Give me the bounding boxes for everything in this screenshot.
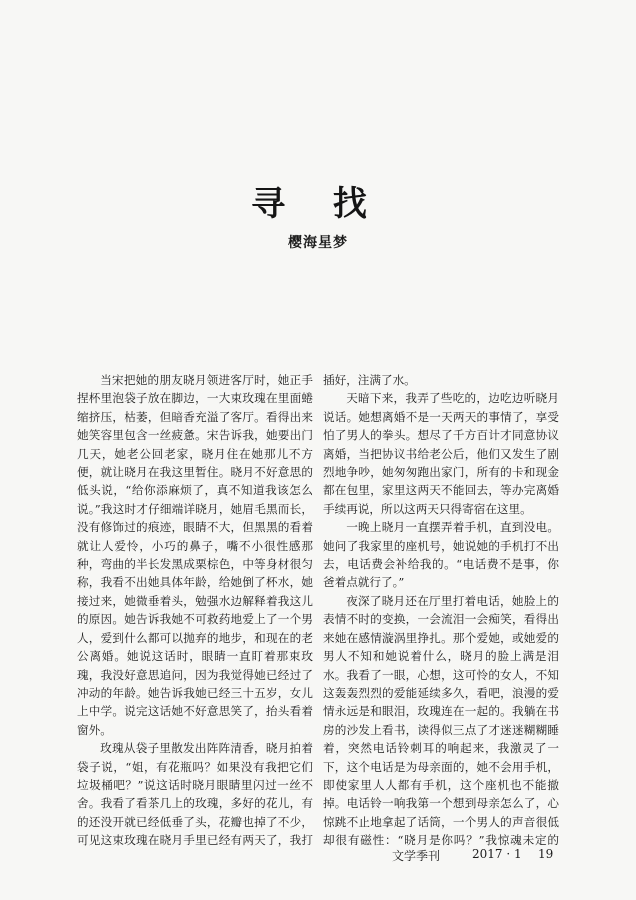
page-number: 19 xyxy=(538,847,554,861)
paragraph: 夜深了晓月还在厅里打着电话，她脸上的表情不时的变换，一会流泪一会痴笑，看得出来她在感情漩涡里挣扎。那个爱她，或她爱的男人不知和她说着什么，晓月的脸上满是泪水。我看了一眼，心想，这可怜的女人，不知这轰轰烈烈的爱能延续多久，看吧，浪漫的爱情永远是和眼泪，玫瑰连在一起的。我躺在书房的沙发上看书，读得似三点了才迷迷糊糊睡着，突然电话铃刺耳的响起来，我激灵了一下，这个电话是为母亲面的，她不会用手机，即使家里人人都有手机，这个座机也不能撤掉。电话铃一响我第一个想到母亲怎么了，心惊跳不止地拿起了话筒，一个男人的声音很低却很有磁性：“晓月是你吗？”我惊魂未定的 xyxy=(323,593,559,848)
magazine-name: 文学季刊 xyxy=(392,849,441,863)
left-column xyxy=(77,371,313,851)
paragraph: 一晚上晓月一直摆弄着手机，直到没电。她问了我家里的座机号，她说她的手机打不出去，电话费会补给我的。“电话费不是事，你爸着点就行了。” xyxy=(323,520,559,590)
paragraph: 天暗下来，我弄了些吃的，边吃边听晓月说话。她想离婚不是一天两天的事情了，享受怕了男人的拳头。想尽了千方百计才同意协议离婚，当把协议书给老公后，他们又发生了剧烈地争吵，她匆匆跑出家门，所有的卡和现金都在包里，家里这两天不能回去，等办完离婚手续再说，所以这两天只得寄宿在这里。 xyxy=(323,391,559,516)
article-title: 寻 找 xyxy=(251,184,385,224)
paragraph: 插好，注满了水。 xyxy=(323,373,416,387)
issue-label: 2017 · 1 xyxy=(472,847,522,861)
page-footer xyxy=(392,847,562,867)
article-author: 樱海星梦 xyxy=(288,235,348,251)
paragraph: 玫瑰从袋子里散发出阵阵清香，晓月拍着袋子说，“姐，有花瓶吗？如果没有我把它们垃圾桶吧？”说这话时晓月眼睛里闪过一丝不舍。我看了看茶几上的玫瑰，多好的花儿，有的还没开就已经低垂了头，花瓣也掉了不少，可见这束玫瑰在晓月手里已经有两天了，我打 xyxy=(77,741,313,848)
right-column xyxy=(323,371,559,851)
paragraph: 当宋把她的朋友晓月领进客厅时，她正手捏杯里泡袋子放在脚边，一大束玫瑰在里面蜷缩挤压，枯萎，但暗香充溢了客厅。看得出来她笑容里包含一丝疲惫。宋告诉我，她要出门几天，她老公回老家，晓月住在她那儿不方便，就让晓月在我这里暂住。晓月不好意思的低头说，“给你添麻烦了，真不知道我该怎么说。”我这时才仔细端详晓月，她眉毛黑而长，没有修饰过的痕迹，眼睛不大，但黑黑的看着就让人爱怜，小巧的鼻子，嘴不小很性感那种，弯曲的半长发黑成栗棕色，中等身材很匀称，我看不出她具体年龄，给她倒了杯水，她接过来，她微垂着头，勉强水边解释着我这儿的原因。她告诉我她不可救药地爱上了一个男人，爱到什么都可以抛弃的地步，和现在的老公离婚。她说这话时，眼睛一直盯着那束玫瑰，我没好意思追问，因为我觉得她已经过了冲动的年龄。她告诉我她已经三十五岁，女儿上中学。说完这话她不好意思笑了，抬头看着窗外。 xyxy=(77,373,313,737)
